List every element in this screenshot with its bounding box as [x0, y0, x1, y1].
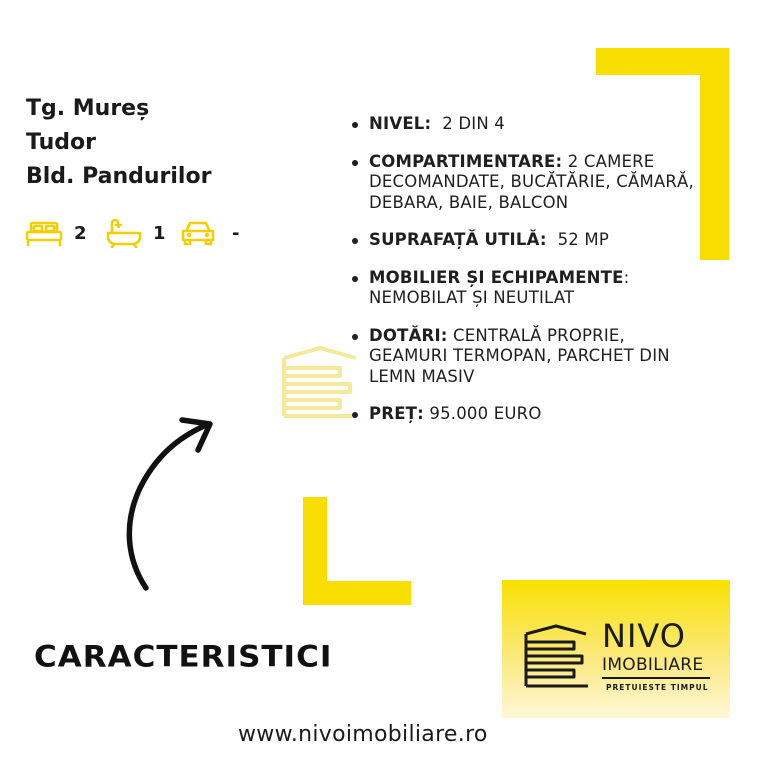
location-city: Tg. Mureș [26, 96, 150, 121]
location-area: Tudor [26, 130, 96, 155]
bathtub-icon [106, 218, 142, 248]
logo-divider [602, 677, 710, 679]
logo-subtitle: IMOBILIARE [602, 655, 704, 675]
bed-icon [25, 219, 63, 247]
arrow-icon [120, 410, 220, 595]
nivo-logo-icon [522, 622, 592, 692]
parking-count: - [232, 222, 240, 244]
amenity-bathrooms [106, 218, 166, 248]
amenity-bedrooms [25, 218, 87, 248]
feature-price: PREȚ: 95.000 EURO [350, 404, 700, 425]
features-list [350, 114, 700, 442]
logo-name: NIVO [602, 617, 686, 655]
corner-bracket-top-vertical [700, 48, 729, 260]
page-title: CARACTERISTICI [34, 640, 333, 675]
feature-layout: COMPARTIMENTARE: 2 CAMERE DECOMANDATE, BUCĂTĂRIE, CĂMARĂ, DEBARA, BAIE, BALCON [350, 152, 700, 214]
corner-bracket-bottom-horizontal [303, 581, 411, 605]
feature-equipment: DOTĂRI: CENTRALĂ PROPRIE, GEAMURI TERMOPAN, PARCHET DIN LEMN MASIV [350, 326, 700, 388]
bedrooms-count: 2 [74, 222, 87, 244]
location-street: Bld. Pandurilor [26, 164, 212, 189]
website-link[interactable]: www.nivoimobiliare.ro [238, 722, 488, 747]
car-icon [180, 219, 216, 247]
feature-area: SUPRAFAȚĂ UTILĂ: 52 MP [350, 230, 700, 251]
amenity-parking [180, 218, 239, 248]
feature-level: NIVEL: 2 DIN 4 [350, 114, 700, 135]
bathrooms-count: 1 [153, 222, 166, 244]
feature-furniture: MOBILIER ȘI ECHIPAMENTE: NEMOBILAT ȘI NEUTILAT [350, 268, 700, 309]
location-block [26, 92, 211, 194]
logo-tagline: PRETUIESTE TIMPUL [606, 683, 709, 692]
